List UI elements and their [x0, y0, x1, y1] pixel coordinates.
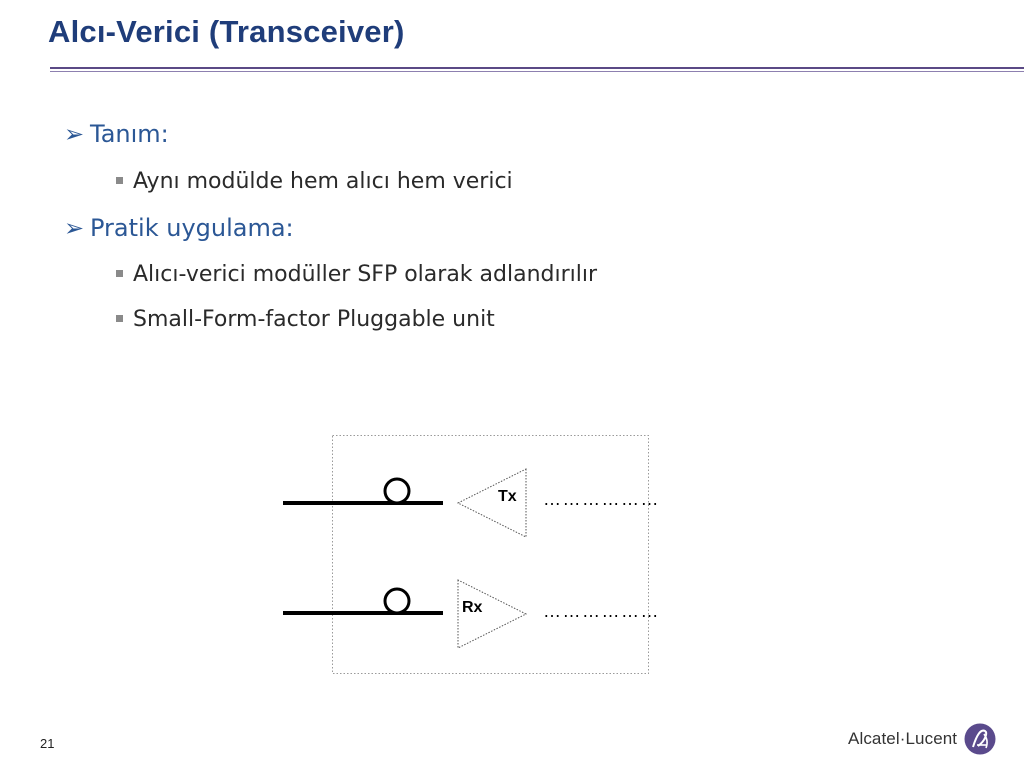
sub-bullet-text: Aynı modülde hem alıcı hem verici — [133, 169, 513, 194]
rx-label: Rx — [462, 599, 483, 616]
page-number: 21 — [40, 736, 55, 751]
company-logo — [848, 722, 997, 756]
sub-bullet-text: Small-Form-factor Pluggable unit — [133, 307, 495, 332]
arrow-bullet-icon: ➢ — [64, 120, 85, 148]
alcatel-lucent-logo-icon — [963, 722, 997, 756]
bullet-label: Tanım: — [90, 120, 169, 148]
module-boundary — [333, 436, 649, 674]
rx-fiber-loop — [385, 589, 409, 613]
tx-signal-dots: ……………… — [543, 489, 660, 509]
bullet-label: Pratik uygulama: — [90, 214, 294, 242]
tx-label: Tx — [498, 488, 517, 505]
logo-text: Alcatel·Lucent — [848, 729, 958, 748]
arrow-bullet-icon: ➢ — [64, 214, 85, 242]
slide-title: Alcı-Verici (Transceiver) — [48, 14, 405, 49]
tx-fiber-loop — [385, 479, 409, 503]
sub-bullet-text: Alıcı-verici modüller SFP olarak adlandırılır — [133, 262, 598, 287]
rx-signal-dots: ……………… — [543, 601, 660, 621]
